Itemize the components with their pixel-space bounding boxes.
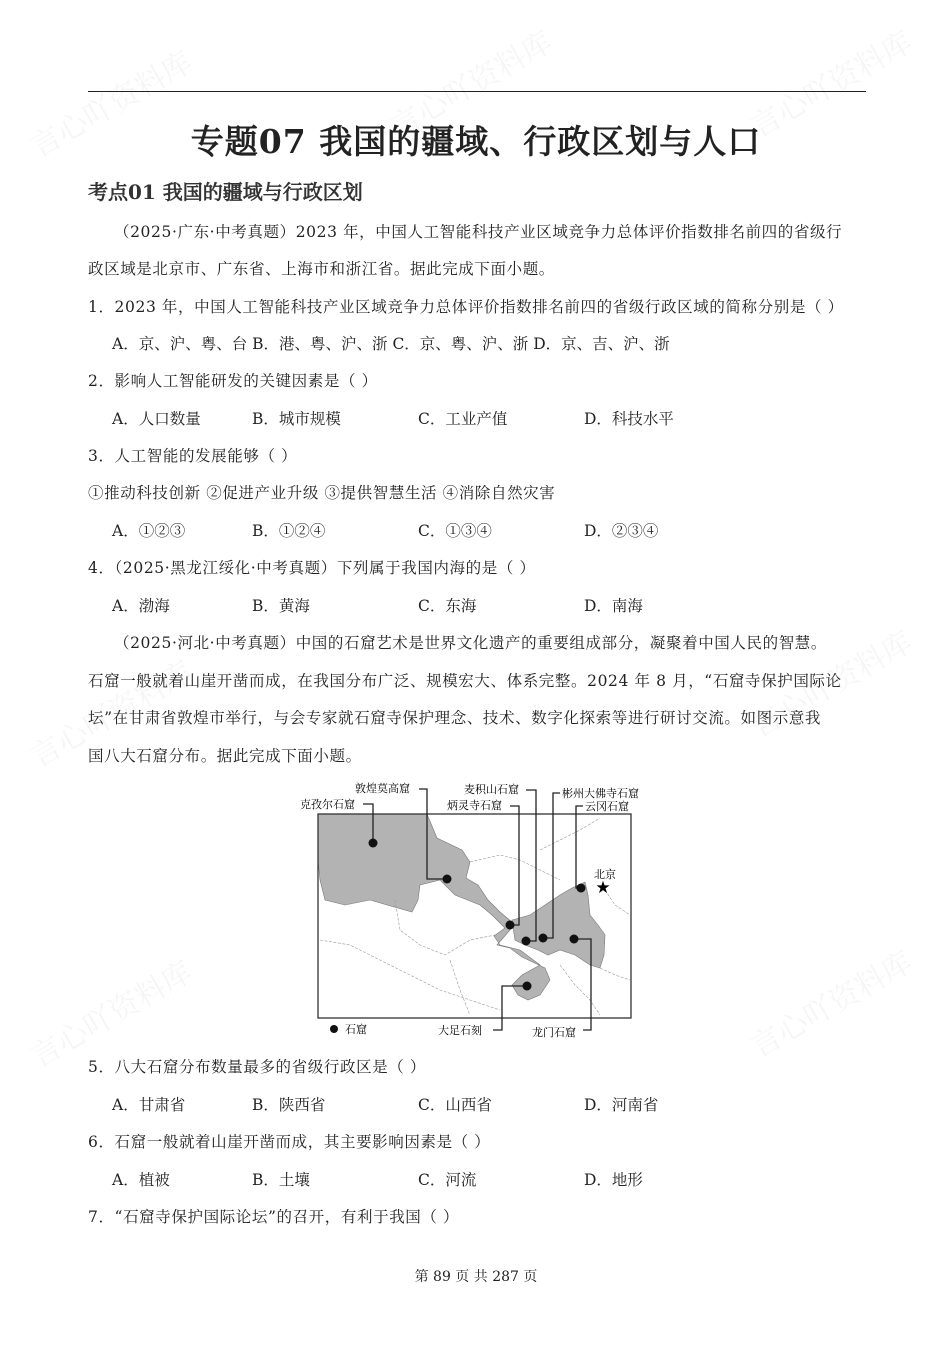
question-3-items: ①推动科技创新 ②促进产业升级 ③提供智慧生活 ④消除自然灾害 bbox=[88, 484, 556, 502]
label-maiji: 麦积山石窟 bbox=[464, 783, 519, 796]
option-c: C．河流 bbox=[418, 1171, 477, 1189]
option-c: C．工业产值 bbox=[418, 410, 508, 428]
option-c: C．①③④ bbox=[418, 522, 492, 540]
label-bingling: 炳灵寺石窟 bbox=[447, 799, 502, 812]
dazu-marker bbox=[523, 982, 532, 991]
question-7: 7．“石窟寺保护国际论坛”的召开，有利于我国（ ） bbox=[88, 1208, 460, 1226]
question-1: 1．2023 年，中国人工智能科技产业区域竞争力总体评价指数排名前四的省级行政区域的简称分别是（ ） bbox=[88, 298, 844, 316]
label-binzhou: 彬州大佛寺石窟 bbox=[562, 787, 639, 800]
question-6: 6．石窟一般就着山崖开凿而成，其主要影响因素是（ ） bbox=[88, 1133, 491, 1151]
label-dazu: 大足石刻 bbox=[438, 1024, 482, 1037]
option-a: A．甘肃省 bbox=[112, 1096, 186, 1114]
option-c: C．山西省 bbox=[418, 1096, 492, 1114]
label-dunhuang: 敦煌莫高窟 bbox=[355, 782, 410, 795]
legend-label: 石窟 bbox=[345, 1023, 367, 1036]
intro-paragraph-1: （2025·广东·中考真题）2023 年，中国人工智能科技产业区域竞争力总体评价指数排名前四的省级行 bbox=[114, 223, 843, 241]
question-3: 3．人工智能的发展能够（ ） bbox=[88, 447, 298, 465]
label-beijing: 北京 bbox=[594, 868, 616, 881]
option-d: D．②③④ bbox=[584, 522, 659, 540]
beijing-star-icon: ★ bbox=[595, 878, 611, 898]
intro-paragraph-2: 石窟一般就着山崖开凿而成，在我国分布广泛、规模宏大、体系完整。2024 年 8 月，“石窟寺保护国际论 bbox=[88, 672, 842, 690]
option-d: D．地形 bbox=[584, 1171, 643, 1189]
intro-paragraph-2: 坛”在甘肃省敦煌市举行，与会专家就石窟寺保护理念、技术、数字化探索等进行研讨交流。如图示意我 bbox=[88, 709, 822, 727]
label-longmen: 龙门石窟 bbox=[532, 1026, 576, 1039]
header-rule bbox=[88, 91, 866, 92]
option-b: B．黄海 bbox=[252, 597, 310, 615]
bingling-marker bbox=[506, 921, 515, 930]
kezier-marker bbox=[369, 839, 378, 848]
longmen-marker bbox=[570, 935, 579, 944]
option-b: B．①②④ bbox=[252, 522, 326, 540]
yungang-marker bbox=[577, 884, 586, 893]
label-kezier: 克孜尔石窟 bbox=[300, 798, 355, 811]
question-4: 4．（2025·黑龙江绥化·中考真题）下列属于我国内海的是（ ） bbox=[88, 559, 536, 577]
option-d: D．科技水平 bbox=[584, 410, 674, 428]
maiji-marker bbox=[522, 937, 531, 946]
option-a: A．植被 bbox=[112, 1171, 170, 1189]
option-a: A．渤海 bbox=[112, 597, 170, 615]
binzhou-marker bbox=[539, 934, 548, 943]
legend-marker-icon bbox=[330, 1025, 338, 1033]
option-b: B．陕西省 bbox=[252, 1096, 326, 1114]
question-1-options: A．京、沪、粤、台 B．港、粤、沪、浙 C．京、粤、沪、浙 D．京、吉、沪、浙 bbox=[112, 335, 670, 353]
option-c: C．东海 bbox=[418, 597, 477, 615]
option-a: A．①②③ bbox=[112, 522, 186, 540]
page-title: 专题07 我国的疆域、行政区划与人口 bbox=[190, 122, 762, 161]
page-footer: 第 89 页 共 287 页 bbox=[414, 1269, 538, 1285]
section-heading: 考点01 我国的疆域与行政区划 bbox=[88, 180, 363, 204]
intro-paragraph-2: （2025·河北·中考真题）中国的石窟艺术是世界文化遗产的重要组成部分，凝聚着中国人民的智慧。 bbox=[114, 634, 828, 652]
option-d: D．南海 bbox=[584, 597, 643, 615]
watermark bbox=[741, 938, 919, 1066]
highlighted-provinces bbox=[318, 814, 605, 1000]
intro-paragraph-1: 政区域是北京市、广东省、上海市和浙江省。据此完成下面小题。 bbox=[88, 260, 555, 278]
question-2: 2．影响人工智能研发的关键因素是（ ） bbox=[88, 372, 378, 390]
option-d: D．河南省 bbox=[584, 1096, 659, 1114]
grottoes-map bbox=[290, 775, 660, 1045]
option-b: B．城市规模 bbox=[252, 410, 341, 428]
dunhuang-marker bbox=[443, 875, 452, 884]
intro-paragraph-2: 国八大石窟分布。据此完成下面小题。 bbox=[88, 747, 362, 765]
label-yungang: 云冈石窟 bbox=[585, 800, 629, 813]
option-b: B．土壤 bbox=[252, 1171, 310, 1189]
question-5: 5．八大石窟分布数量最多的省级行政区是（ ） bbox=[88, 1058, 426, 1076]
option-a: A．人口数量 bbox=[112, 410, 201, 428]
